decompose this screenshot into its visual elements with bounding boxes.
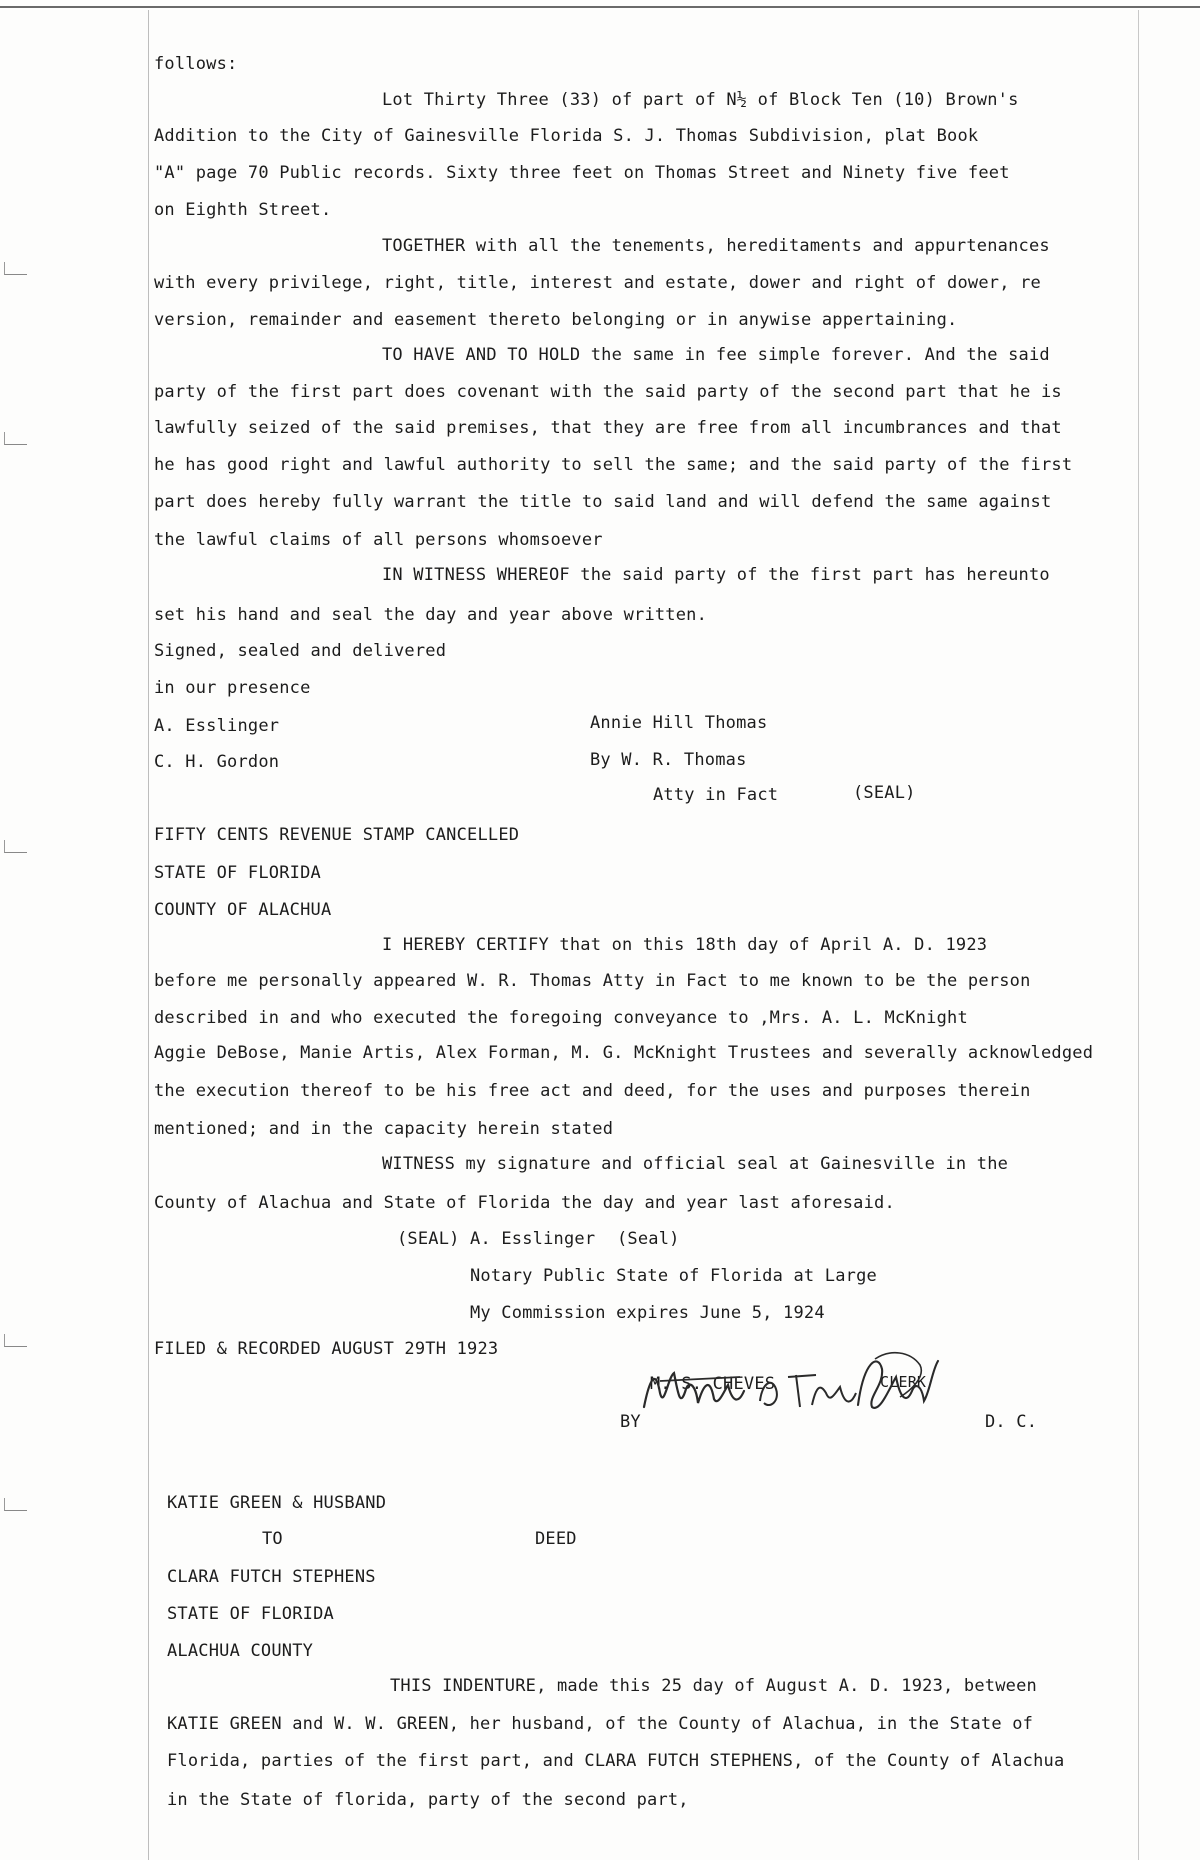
text-line: KATIE GREEN and W. W. GREEN, her husband, of the County of Alachua, in the State of	[167, 1714, 1034, 1734]
by-label: BY	[620, 1412, 641, 1432]
text-line: TO HAVE AND TO HOLD the same in fee simple forever. And the said	[382, 345, 1050, 365]
text-line: follows:	[154, 54, 238, 74]
attorney-title: Atty in Fact	[653, 785, 779, 805]
text-line: Signed, sealed and delivered	[154, 641, 447, 661]
recorded-note: FILED & RECORDED AUGUST 29TH 1923	[154, 1339, 499, 1359]
text-line: Aggie DeBose, Manie Artis, Alex Forman, M. G. McKnight Trustees and severally acknowledged	[154, 1043, 1094, 1063]
text-line: the lawful claims of all persons whomsoever	[154, 530, 603, 550]
text-line: IN WITNESS WHEREOF the said party of the first part has hereunto	[382, 565, 1050, 585]
commission-expiry: My Commission expires June 5, 1924	[470, 1303, 825, 1323]
witness-name: C. H. Gordon	[154, 752, 280, 772]
top-rule	[0, 6, 1200, 8]
binder-mark	[4, 840, 27, 853]
binder-mark	[4, 432, 27, 445]
text-line: Florida, parties of the first part, and CLARA FUTCH STEPHENS, of the County of Alachua	[167, 1751, 1065, 1771]
text-line: mentioned; and in the capacity herein stated	[154, 1119, 614, 1139]
grantee-heading: CLARA FUTCH STEPHENS	[167, 1567, 376, 1587]
county-heading: COUNTY OF ALACHUA	[154, 900, 332, 920]
text-line: TOGETHER with all the tenements, hereditaments and appurtenances	[382, 236, 1050, 256]
text-line: part does hereby fully warrant the title to said land and will defend the same against	[154, 492, 1052, 512]
text-line: version, remainder and easement thereto belonging or in anywise appertaining.	[154, 310, 958, 330]
clerk-name: M. S. CHEVES	[650, 1374, 776, 1394]
text-line: Lot Thirty Three (33) of part of N½ of Block Ten (10) Brown's	[382, 90, 1019, 110]
binder-mark	[4, 1334, 27, 1347]
clerk-signature-icon	[620, 1347, 950, 1427]
clerk-title: CLERK	[880, 1373, 927, 1391]
text-line: in our presence	[154, 678, 311, 698]
left-margin-rule	[148, 10, 149, 1860]
text-line: party of the first part does covenant with the said party of the second part that he is	[154, 382, 1062, 402]
text-line: described in and who executed the foregoing conveyance to ,Mrs. A. L. McKnight	[154, 1008, 968, 1028]
text-line: set his hand and seal the day and year above written.	[154, 605, 708, 625]
to-label: TO	[262, 1529, 283, 1549]
right-margin-rule	[1138, 10, 1139, 1860]
deed-label: DEED	[535, 1529, 577, 1549]
text-line: lawfully seized of the said premises, that they are free from all incumbrances and that	[154, 418, 1062, 438]
binder-mark	[4, 1498, 27, 1511]
seal-label: (SEAL)	[853, 783, 916, 803]
attorney-name: By W. R. Thomas	[590, 750, 747, 770]
text-line: with every privilege, right, title, interest and estate, dower and right of dower, re	[154, 273, 1041, 293]
text-line: Addition to the City of Gainesville Florida S. J. Thomas Subdivision, plat Book	[154, 126, 979, 146]
text-line: County of Alachua and State of Florida the day and year last aforesaid.	[154, 1193, 895, 1213]
text-line: WITNESS my signature and official seal at Gainesville in the	[382, 1154, 1009, 1174]
county-heading: ALACHUA COUNTY	[167, 1641, 314, 1661]
state-heading: STATE OF FLORIDA	[167, 1604, 334, 1624]
notary-title: Notary Public State of Florida at Large	[470, 1266, 877, 1286]
notary-signature: (SEAL) A. Esslinger	[397, 1229, 596, 1249]
grantor-name: Annie Hill Thomas	[590, 713, 768, 733]
stamp-note: FIFTY CENTS REVENUE STAMP CANCELLED	[154, 825, 520, 845]
text-line: the execution thereof to be his free act and deed, for the uses and purposes therein	[154, 1081, 1031, 1101]
text-line: "A" page 70 Public records. Sixty three feet on Thomas Street and Ninety five feet	[154, 163, 1010, 183]
text-line: I HEREBY CERTIFY that on this 18th day of April A. D. 1923	[382, 935, 988, 955]
seal-label: (Seal)	[617, 1229, 680, 1249]
deputy-clerk-label: D. C.	[985, 1412, 1038, 1432]
state-heading: STATE OF FLORIDA	[154, 863, 321, 883]
text-line: he has good right and lawful authority to sell the same; and the said party of the first	[154, 455, 1073, 475]
binder-mark	[4, 262, 27, 275]
text-line: in the State of florida, party of the second part,	[167, 1790, 689, 1810]
text-line: on Eighth Street.	[154, 200, 332, 220]
text-line: before me personally appeared W. R. Thomas Atty in Fact to me known to be the person	[154, 971, 1031, 991]
grantor-heading: KATIE GREEN & HUSBAND	[167, 1493, 387, 1513]
witness-name: A. Esslinger	[154, 716, 280, 736]
text-line: THIS INDENTURE, made this 25 day of August A. D. 1923, between	[390, 1676, 1037, 1696]
